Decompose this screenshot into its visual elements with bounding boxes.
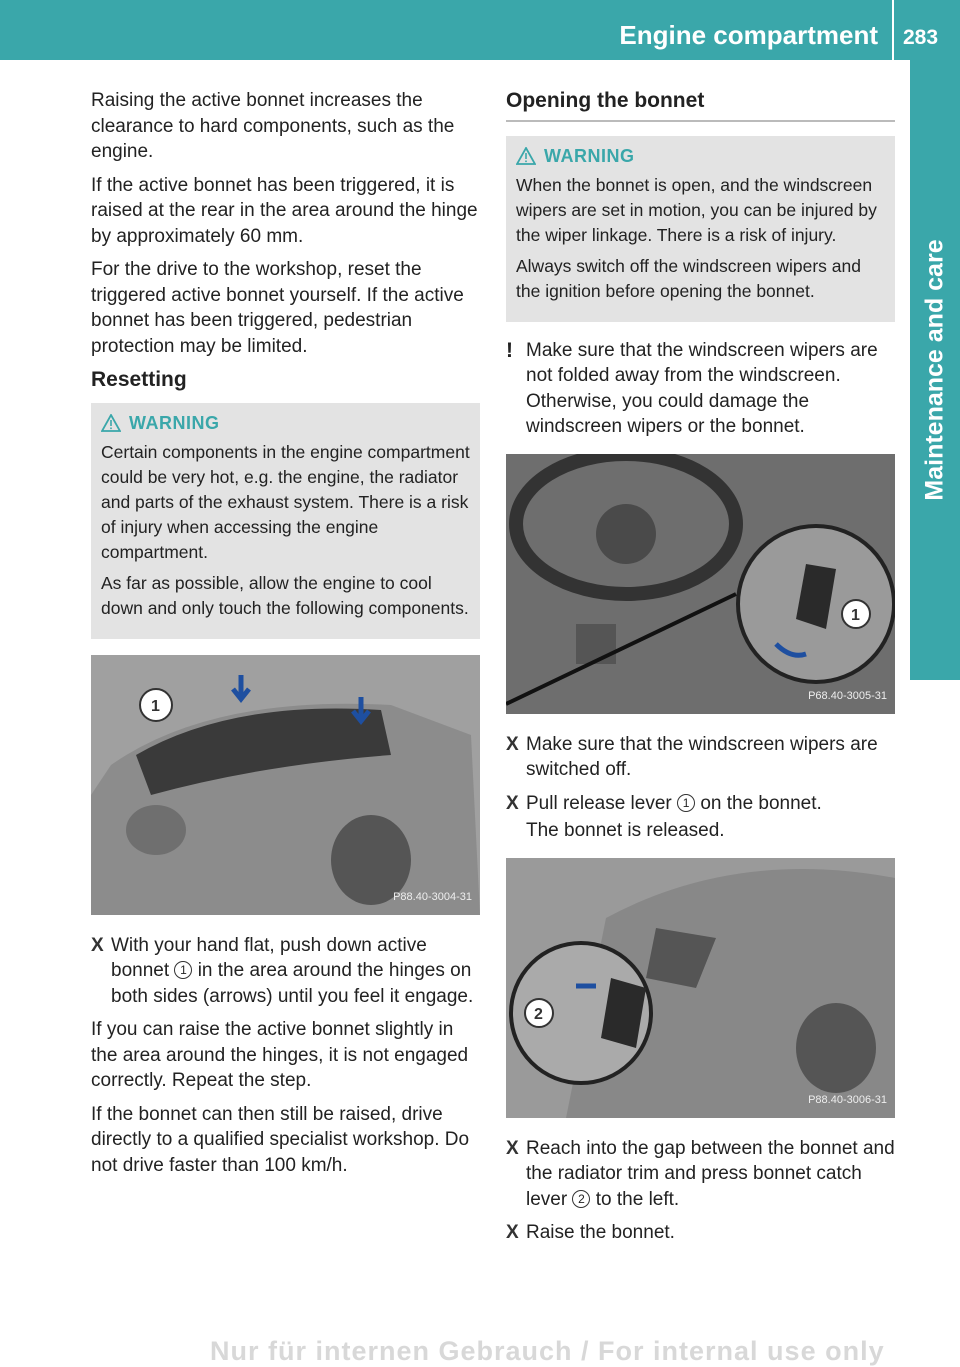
warning-text: As far as possible, allow the engine to cool down and only touch the following components. <box>101 572 469 618</box>
instruction-step <box>506 791 895 817</box>
warning-box <box>91 403 480 639</box>
page-number: 283 <box>903 26 939 49</box>
step-arrow-icon: X <box>506 1222 519 1243</box>
step-text: Pull release lever <box>526 792 672 814</box>
step-arrow-icon: X <box>506 1137 519 1159</box>
notice <box>506 338 895 440</box>
car-front-illustration <box>91 655 480 915</box>
right-column <box>506 88 895 1254</box>
paragraph: If the bonnet can then still be raised, drive directly to a qualified specialist workshop. Do not drive faster than 100 km/h. <box>91 1103 470 1176</box>
paragraph: If the active bonnet has been triggered, it is raised at the rear in the area around the hinge by approximately 60 mm. <box>91 174 478 247</box>
step-text: With your hand flat, push down active bonnet <box>111 934 427 981</box>
heading-resetting: Resetting <box>91 368 187 391</box>
interior-lever-illustration <box>506 454 895 714</box>
instruction-step <box>91 933 480 1010</box>
notice-text: Make sure that the windscreen wipers are not folded away from the windscreen. Otherwise, you could damage the windscreen wipers or the bonnet. <box>526 339 878 437</box>
callout-number: 1 <box>677 794 695 812</box>
paragraph: Raising the active bonnet increases the clearance to hard components, such as the engine. <box>91 90 455 162</box>
section-title: Engine compartment <box>619 20 878 50</box>
warning-text: When the bonnet is open, and the windscreen wipers are set in motion, you can be injured by the wiper linkage. There is a risk of injury. <box>516 174 877 245</box>
step-text: in the area around the hinges on both sides (arrows) until you feel it engage. <box>111 960 474 1007</box>
warning-label: WARNING <box>544 145 635 166</box>
bonnet-catch-photo <box>506 858 895 1118</box>
step-arrow-icon: X <box>506 792 519 814</box>
step-text: Raise the bonnet. <box>526 1222 675 1243</box>
step-arrow-icon: X <box>506 733 519 755</box>
instruction-step <box>506 1136 895 1213</box>
side-tab-label: Maintenance and care <box>920 239 949 501</box>
step-text: Reach into the gap between the bonnet and the radiator trim and press bonnet catch lever <box>526 1137 895 1210</box>
warning-label: WARNING <box>129 412 220 433</box>
step-text: Make sure that the windscreen wipers are switched off. <box>526 733 878 780</box>
warning-header <box>101 411 470 436</box>
callout-number: 1 <box>174 961 192 979</box>
watermark: Nur für internen Gebrauch / For internal use only <box>210 1336 885 1366</box>
paragraph: If you can raise the active bonnet slightly in the area around the hinges, it is not engaged correctly. Repeat the step. <box>91 1019 469 1091</box>
figure-code: P68.40-3005-31 <box>808 690 887 702</box>
heading-opening-bonnet: Opening the bonnet <box>506 88 895 122</box>
figure-code: P88.40-3006-31 <box>808 1094 887 1106</box>
active-bonnet-photo <box>91 655 480 915</box>
instruction-step <box>506 1220 895 1246</box>
release-lever-photo <box>506 454 895 714</box>
warning-text: Certain components in the engine compartment could be very hot, e.g. the engine, the radiator and parts of the exhaust system. There is a risk of injury when accessing the engine compartment. <box>101 441 470 562</box>
figure-code: P88.40-3004-31 <box>393 891 472 903</box>
warning-icon <box>101 414 121 432</box>
svg-text:1: 1 <box>151 697 160 715</box>
header-separator <box>892 0 894 60</box>
paragraph: For the drive to the workshop, reset the triggered active bonnet yourself. If the active bonnet has been triggered, pedestrian protection may be limited. <box>91 259 464 357</box>
notice-icon: ! <box>506 338 513 362</box>
step-result: The bonnet is released. <box>526 820 725 841</box>
svg-text:2: 2 <box>534 1005 543 1023</box>
step-text: on the bonnet. <box>700 792 822 814</box>
warning-header <box>516 144 885 169</box>
svg-text:1: 1 <box>851 606 860 624</box>
warning-icon <box>516 147 536 165</box>
instruction-step <box>506 732 895 783</box>
bonnet-catch-illustration <box>506 858 895 1118</box>
warning-box <box>506 136 895 322</box>
warning-text: Always switch off the windscreen wipers and the ignition before opening the bonnet. <box>516 255 861 301</box>
callout-number: 2 <box>572 1190 590 1208</box>
step-arrow-icon: X <box>91 934 104 956</box>
left-column <box>91 88 480 1186</box>
step-text: to the left. <box>595 1188 680 1210</box>
